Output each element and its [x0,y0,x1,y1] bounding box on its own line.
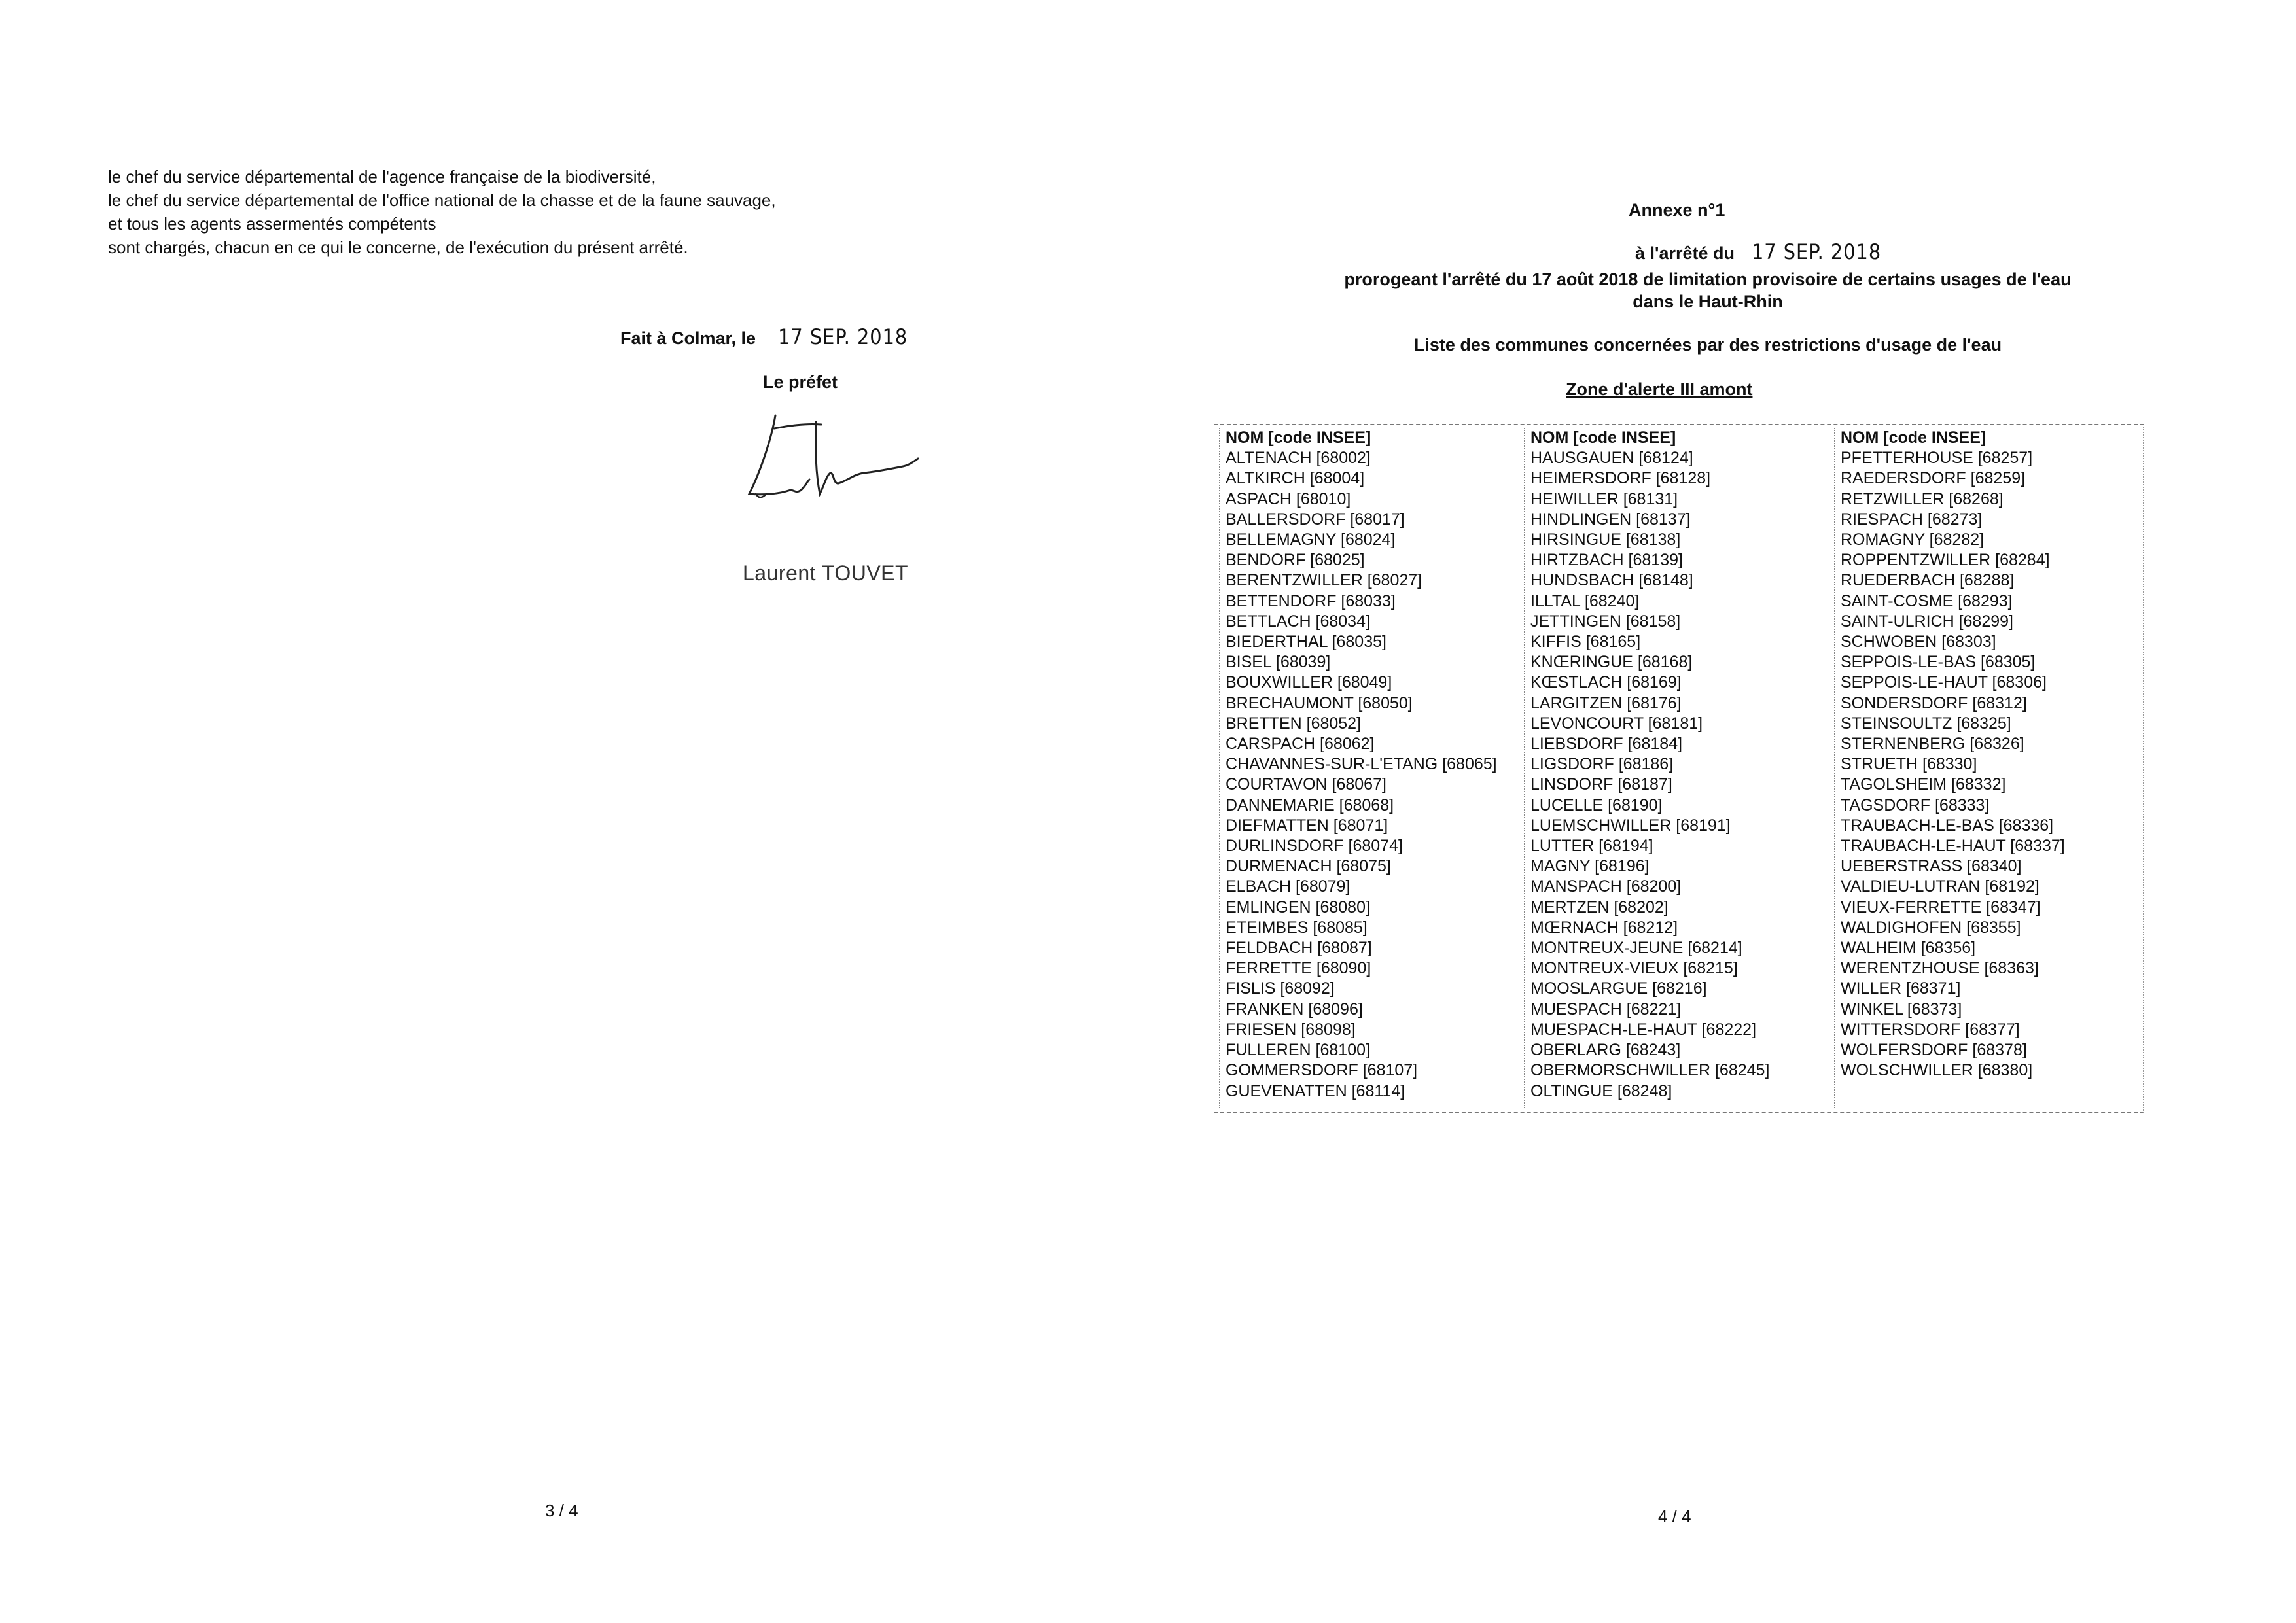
table-cell: HUNDSBACH [68148] [1530,571,1693,590]
table-cell: HEIWILLER [68131] [1530,489,1678,508]
table-cell: HINDLINGEN [68137] [1530,510,1691,529]
date-stamp: 17 SEP. 2018 [778,324,908,349]
table-cell: FRIESEN [68098] [1226,1020,1356,1039]
text-line: dans le Haut-Rhin [1633,292,1783,311]
table-cell: ETEIMBES [68085] [1226,918,1368,937]
table-cell: COURTAVON [68067] [1226,775,1386,794]
table-cell: BALLERSDORF [68017] [1226,510,1405,529]
zone-title: Zone d'alerte III amont [1566,379,1753,399]
table-cell: BIEDERTHAL [68035] [1226,633,1386,652]
page-number-left: 3 / 4 [545,1501,578,1520]
table-cell: SEPPOIS-LE-HAUT [68306] [1841,673,2047,692]
table-cell: DURMENACH [68075] [1226,857,1391,876]
table-cell: LARGITZEN [68176] [1530,693,1682,712]
table-cell: OBERLARG [68243] [1530,1041,1681,1060]
table-cell: OLTINGUE [68248] [1530,1081,1672,1100]
table-cell: ASPACH [68010] [1226,489,1351,508]
table-cell: TRAUBACH-LE-BAS [68336] [1841,816,2054,835]
table-cell: WALHEIM [68356] [1841,939,1976,958]
table-cell: MUESPACH [68221] [1530,1000,1682,1019]
table-cell: LUEMSCHWILLER [68191] [1530,816,1731,835]
text-line: le chef du service départemental de l'agence française de la biodiversité, [108,167,656,186]
table-cell: MOOSLARGUE [68216] [1530,979,1707,998]
liste-title: Liste des communes concernées par des restrictions d'usage de l'eau [1413,335,2002,355]
table-cell: TRAUBACH-LE-HAUT [68337] [1841,837,2065,856]
signature-image [743,396,945,514]
signer-name: Laurent TOUVET [743,561,909,585]
table-cell: JETTINGEN [68158] [1530,612,1681,631]
table-cell: MŒRNACH [68212] [1530,918,1678,937]
table-cell: RAEDERSDORF [68259] [1841,469,2026,488]
table-cell: KIFFIS [68165] [1530,633,1641,652]
table-cell: BISEL [68039] [1226,653,1331,672]
text-line: prorogeant l'arrêté du 17 août 2018 de limitation provisoire de certains usages de l'eau [1344,270,2072,289]
date-stamp: 17 SEP. 2018 [1751,239,1882,264]
table-cell: HEIMERSDORF [68128] [1530,469,1711,488]
table-cell: BERENTZWILLER [68027] [1226,571,1422,590]
table-cell: LINSDORF [68187] [1530,775,1672,794]
table-column [1834,428,2142,1108]
table-cell: MONTREUX-VIEUX [68215] [1530,959,1738,978]
table-cell: DURLINSDORF [68074] [1226,837,1403,856]
column-header: NOM [code INSEE] [1841,428,1987,447]
table-cell: BETTENDORF [68033] [1226,591,1396,610]
table-cell: STERNENBERG [68326] [1841,735,2024,754]
table-cell: MANSPACH [68200] [1530,877,1682,896]
closing-paragraph [108,165,926,259]
table-cell: SONDERSDORF [68312] [1841,693,2027,712]
table-cell: LIEBSDORF [68184] [1530,735,1683,754]
table-cell: HIRTZBACH [68139] [1530,551,1683,570]
table-cell: BELLEMAGNY [68024] [1226,531,1396,550]
page-number-right: 4 / 4 [1658,1507,1691,1526]
table-cell: OBERMORSCHWILLER [68245] [1530,1061,1770,1080]
table-cell: STEINSOULTZ [68325] [1841,714,2011,733]
table-cell: WOLFERSDORF [68378] [1841,1041,2027,1060]
table-cell: SCHWOBEN [68303] [1841,633,1996,652]
table-cell: BRECHAUMONT [68050] [1226,693,1413,712]
text-line: et tous les agents assermentés compétents [108,214,436,234]
table-cell: DANNEMARIE [68068] [1226,795,1394,814]
table-cell: UEBERSTRASS [68340] [1841,857,2022,876]
table-cell: ILLTAL [68240] [1530,591,1640,610]
table-cell: MERTZEN [68202] [1530,898,1669,916]
arrete-date-line [1635,239,1881,264]
table-cell: SAINT-COSME [68293] [1841,591,2013,610]
table-cell: RIESPACH [68273] [1841,510,1983,529]
table-cell: WINKEL [68373] [1841,1000,1962,1019]
prorog-text [1282,268,2133,313]
table-cell: ELBACH [68079] [1226,877,1351,896]
table-cell: PFETTERHOUSE [68257] [1841,449,2033,468]
table-cell: FELDBACH [68087] [1226,939,1372,958]
table-cell: LEVONCOURT [68181] [1530,714,1703,733]
table-cell: ROMAGNY [68282] [1841,531,1985,550]
arrete-label: à l'arrêté du [1635,243,1735,263]
table-cell: VIEUX-FERRETTE [68347] [1841,898,2041,916]
table-cell: FULLEREN [68100] [1226,1041,1370,1060]
table-cell: WITTERSDORF [68377] [1841,1020,2020,1039]
table-cell: MAGNY [68196] [1530,857,1650,876]
table-cell: LIGSDORF [68186] [1530,755,1674,774]
table-cell: ALTKIRCH [68004] [1226,469,1365,488]
table-cell: ALTENACH [68002] [1226,449,1371,468]
table-cell: FRANKEN [68096] [1226,1000,1363,1019]
table-cell: BOUXWILLER [68049] [1226,673,1392,692]
table-cell: GOMMERSDORF [68107] [1226,1061,1418,1080]
table-cell: ROPPENTZWILLER [68284] [1841,551,2050,570]
annexe-title: Annexe n°1 [1629,200,1725,220]
text-line: le chef du service départemental de l'office national de la chasse et de la faune sauvage, [108,190,776,210]
table-column [1219,428,1527,1108]
column-header: NOM [code INSEE] [1530,428,1676,447]
table-cell: WERENTZHOUSE [68363] [1841,959,2039,978]
table-cell: WILLER [68371] [1841,979,1961,998]
table-cell: GUEVENATTEN [68114] [1226,1081,1405,1100]
table-cell: SAINT-ULRICH [68299] [1841,612,2013,631]
table-cell: LUCELLE [68190] [1530,795,1663,814]
table-cell: MUESPACH-LE-HAUT [68222] [1530,1020,1757,1039]
table-cell: STRUETH [68330] [1841,755,1977,774]
table-cell: RETZWILLER [68268] [1841,489,2004,508]
table-cell: BETTLACH [68034] [1226,612,1370,631]
communes-table [1214,424,2144,1113]
table-column [1524,428,1831,1108]
table-cell: HIRSINGUE [68138] [1530,531,1681,550]
table-cell: RUEDERBACH [68288] [1841,571,2015,590]
table-cell: HAUSGAUEN [68124] [1530,449,1693,468]
table-cell: DIEFMATTEN [68071] [1226,816,1388,835]
column-header: NOM [code INSEE] [1226,428,1371,447]
table-cell: SEPPOIS-LE-BAS [68305] [1841,653,2036,672]
table-cell: WALDIGHOFEN [68355] [1841,918,2021,937]
table-cell: FERRETTE [68090] [1226,959,1371,978]
table-cell: BENDORF [68025] [1226,551,1365,570]
table-cell: KŒSTLACH [68169] [1530,673,1682,692]
prefet-label: Le préfet [763,372,838,392]
table-cell: LUTTER [68194] [1530,837,1653,856]
table-cell: CHAVANNES-SUR-L'ETANG [68065] [1226,755,1497,774]
table-cell: MONTREUX-JEUNE [68214] [1530,939,1742,958]
table-cell: TAGOLSHEIM [68332] [1841,775,2006,794]
table-cell: EMLINGEN [68080] [1226,898,1370,916]
table-cell: FISLIS [68092] [1226,979,1335,998]
place-date-line [620,324,908,349]
table-cell: BRETTEN [68052] [1226,714,1362,733]
table-cell: VALDIEU-LUTRAN [68192] [1841,877,2040,896]
table-cell: KNŒRINGUE [68168] [1530,653,1693,672]
text-line: sont chargés, chacun en ce qui le concerne, de l'exécution du présent arrêté. [108,237,688,257]
table-cell: TAGSDORF [68333] [1841,795,1990,814]
table-cell: WOLSCHWILLER [68380] [1841,1061,2033,1080]
table-cell: CARSPACH [68062] [1226,735,1375,754]
fait-label: Fait à Colmar, le [620,328,756,348]
